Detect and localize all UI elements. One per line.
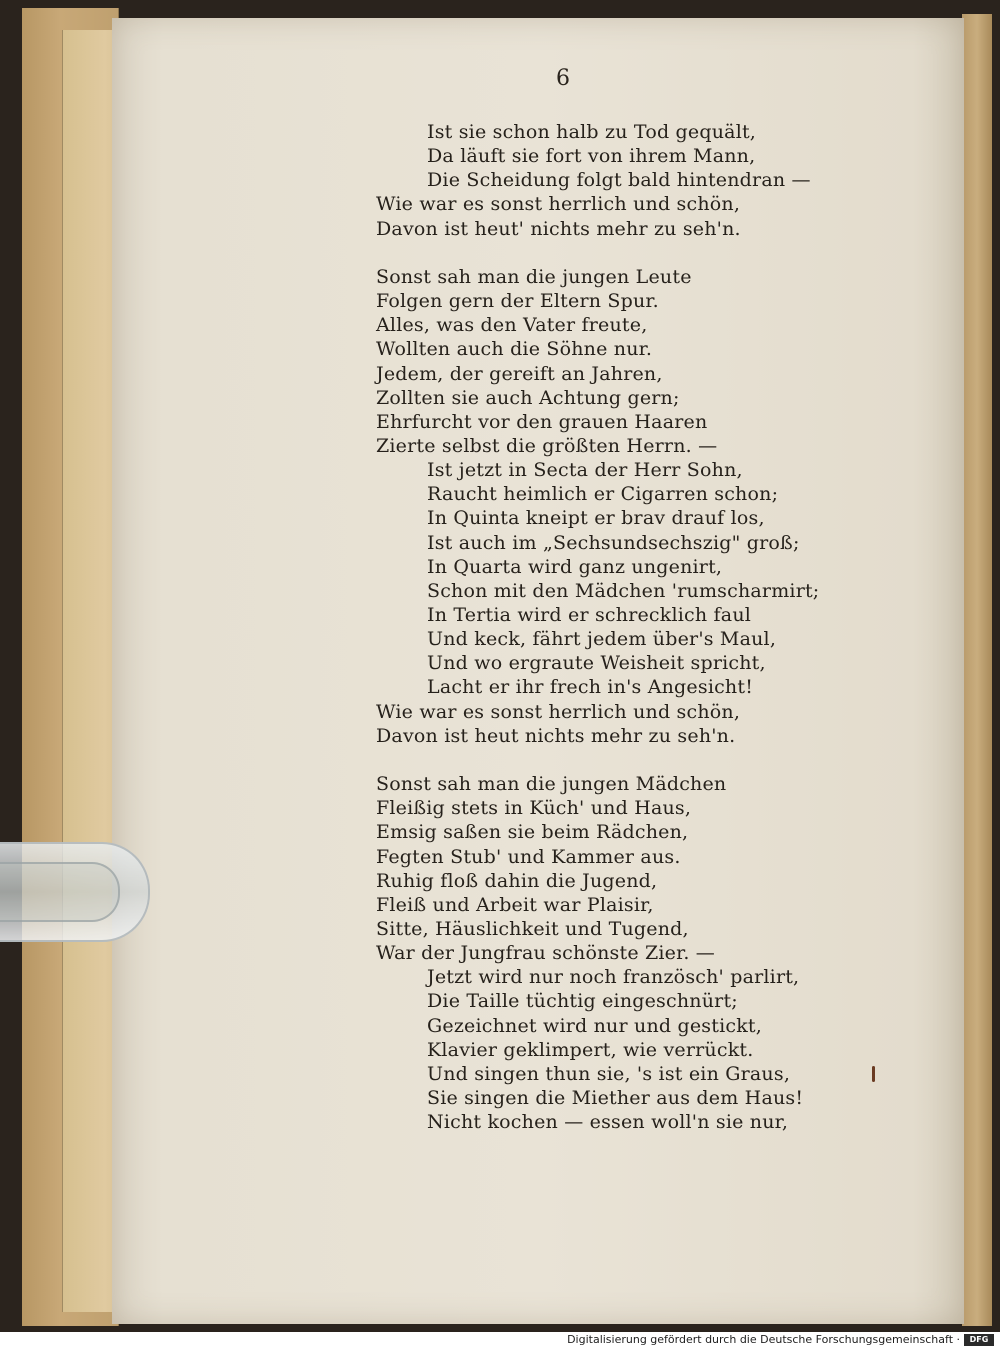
poem-line: Fegten Stub' und Kammer aus. xyxy=(376,845,681,868)
poem-line: Alles, was den Vater freute, xyxy=(376,314,648,337)
paper-clip xyxy=(0,842,150,942)
poem-line: Zollten sie auch Achtung gern; xyxy=(376,386,680,409)
poem-line: Klavier geklimpert, wie verrückt. xyxy=(427,1038,754,1061)
poem-line: In Quinta kneipt er brav drauf los, xyxy=(427,507,765,530)
poem-line: Davon ist heut nichts mehr zu seh'n. xyxy=(376,724,736,747)
dfg-logo: DFG xyxy=(964,1334,994,1346)
poem-line: Und singen thun sie, 's ist ein Graus, xyxy=(427,1062,791,1085)
poem-line: Sonst sah man die jungen Mädchen xyxy=(376,773,727,796)
poem-line: Und keck, fährt jedem über's Maul, xyxy=(427,628,777,651)
poem-line: Ehrfurcht vor den grauen Haaren xyxy=(376,410,708,433)
poem-line: Gezeichnet wird nur und gestickt, xyxy=(427,1014,762,1037)
poem-line: Jedem, der gereift an Jahren, xyxy=(376,362,663,385)
ink-mark xyxy=(872,1066,875,1082)
poem-line: Ruhig floß dahin die Jugend, xyxy=(376,869,658,892)
page-stack-edge xyxy=(962,14,992,1326)
poem-line: Wollten auch die Söhne nur. xyxy=(376,338,653,361)
poem-line: Ist jetzt in Secta der Herr Sohn, xyxy=(427,459,743,482)
poem-line: Da läuft sie fort von ihrem Mann, xyxy=(427,145,756,168)
poem-line: Nicht kochen — essen woll'n sie nur, xyxy=(427,1111,789,1134)
poem-line: Sonst sah man die jungen Leute xyxy=(376,265,692,288)
page-number: 6 xyxy=(556,66,570,91)
funding-credit: Digitalisierung gefördert durch die Deutsche Forschungsgemeinschaft · xyxy=(567,1333,960,1346)
poem-line: Davon ist heut' nichts mehr zu seh'n. xyxy=(376,217,741,240)
poem-line: Lacht er ihr frech in's Angesicht! xyxy=(427,676,754,699)
poem-line: Fleißig stets in Küch' und Haus, xyxy=(376,797,692,820)
poem-line: War der Jungfrau schönste Zier. — xyxy=(376,942,715,965)
poem-line: In Quarta wird ganz ungenirt, xyxy=(427,555,723,578)
paper-clip-loop xyxy=(0,862,120,922)
poem-line: Und wo ergraute Weisheit spricht, xyxy=(427,652,766,675)
poem-line: Die Scheidung folgt bald hintendran — xyxy=(427,169,811,192)
poem-line: Schon mit den Mädchen 'rumscharmirt; xyxy=(427,579,820,602)
poem-line: Folgen gern der Eltern Spur. xyxy=(376,290,659,313)
poem-line: In Tertia wird er schrecklich faul xyxy=(427,604,752,626)
book-cover-edge xyxy=(22,8,119,1326)
poem-line: Die Taille tüchtig eingeschnürt; xyxy=(427,990,738,1013)
poem-line: Ist sie schon halb zu Tod gequält, xyxy=(427,121,757,143)
poem-line: Jetzt wird nur noch französch' parlirt, xyxy=(427,966,800,989)
poem-line: Raucht heimlich er Cigarren schon; xyxy=(427,483,779,506)
poem-line: Sitte, Häuslichkeit und Tugend, xyxy=(376,917,689,940)
poem-line: Wie war es sonst herrlich und schön, xyxy=(376,193,741,216)
poem-line: Ist auch im „Sechsundsechszig" groß; xyxy=(427,531,800,554)
poem-line: Zierte selbst die größten Herrn. — xyxy=(376,434,718,457)
poem-line: Emsig saßen sie beim Rädchen, xyxy=(376,821,689,844)
poem-line: Sie singen die Miether aus dem Haus! xyxy=(427,1087,804,1109)
poem-line: Wie war es sonst herrlich und schön, xyxy=(376,700,741,723)
poem-line: Fleiß und Arbeit war Plaisir, xyxy=(376,893,654,916)
